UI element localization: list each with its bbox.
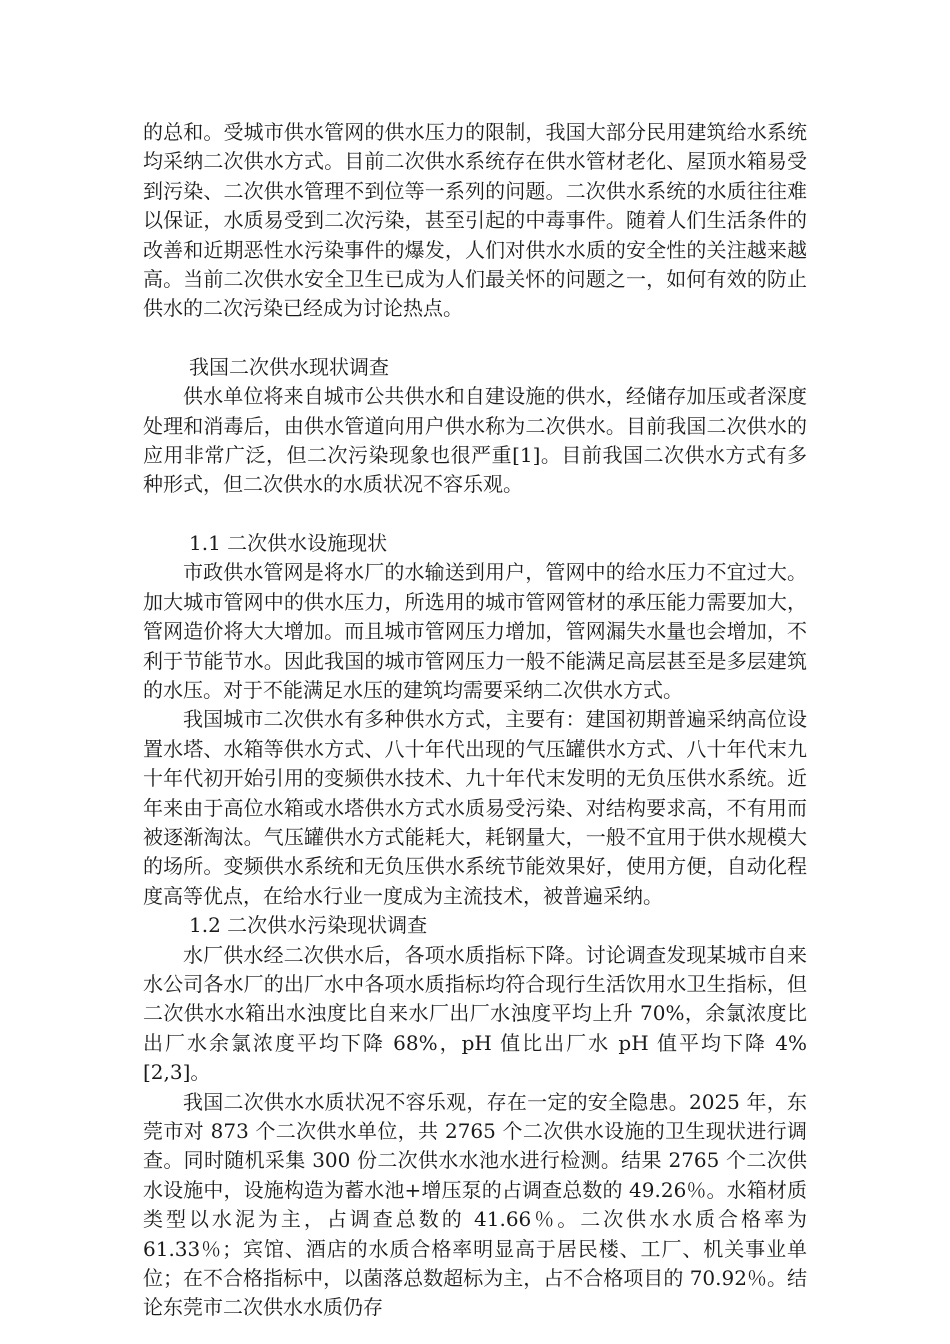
paragraph-quality-decline: 水厂供水经二次供水后，各项水质指标下降。讨论调查发现某城市自来水公司各水厂的出厂水中各项水质指标均符合现行生活饮用水卫生指标，但二次供水水箱出水浊度比自来水厂出厂水浊度平均上升 70%，余氯浓度比出厂水余氯浓度平均下降 68%，pH 值比出厂水 pH 值平均下降 4%[2,3]。 xyxy=(143,942,807,1085)
section-heading-1-1: 1.1 二次供水设施现状 xyxy=(189,530,388,555)
document-body xyxy=(143,118,807,1323)
section-heading-1-2: 1.2 二次供水污染现状调查 xyxy=(189,913,428,938)
paragraph-supply-methods: 我国城市二次供水有多种供水方式，主要有：建国初期普遍采纳高位设置水塔、水箱等供水方式、八十年代出现的气压罐供水方式、八十年代末九十年代初开始引用的变频供水技术、九十年代末发明的无负压供水系统。近年来由于高位水箱或水塔供水方式水质易受污染、对结构要求高，不有用而被逐渐淘汰。气压罐供水方式能耗大，耗钢量大，一般不宜用于供水规模大的场所。变频供水系统和无负压供水系统节能效果好，使用方便，自动化程度高等优点，在给水行业一度成为主流技术，被普遍采纳。 xyxy=(143,707,807,908)
section-heading-survey: 我国二次供水现状调查 xyxy=(189,354,389,379)
paragraph-intro-continued: 的总和。受城市供水管网的供水压力的限制，我国大部分民用建筑给水系统均采纳二次供水方式。目前二次供水系统存在供水管材老化、屋顶水箱易受到污染、二次供水管理不到位等一系列的问题。二次供水系统的水质往往难以保证，水质易受到二次污染，甚至引起的中毒事件。随着人们生活条件的改善和近期恶性水污染事件的爆发，人们对供水水质的安全性的关注越来越高。当前二次供水安全卫生已成为人们最关怀的问题之一，如何有效的防止供水的二次污染已经成为讨论热点。 xyxy=(143,120,807,321)
paragraph-dongguan-survey: 我国二次供水水质状况不容乐观，存在一定的安全隐患。2025 年，东莞市对 873 个二次供水单位，共 2765 个二次供水设施的卫生现状进行调查。同时随机采集 300 份二次供水水池水进行检测。结果 2765 个二次供水设施中，设施构造为蓄水池+增压泵的占调查总数的 49.26％。水箱材质类型以水泥为主，占调查总数的 41.66％。二次供水水质合格率为 61.33％；宾馆、酒店的水质合格率明显高于居民楼、工厂、机关事业单位；在不合格指标中，以菌落总数超标为主，占不合格项目的 70.92％。结论东莞市二次供水水质仍存 xyxy=(143,1089,807,1320)
paragraph-survey-definition: 供水单位将来自城市公共供水和自建设施的供水，经储存加压或者深度处理和消毒后，由供水管道向用户供水称为二次供水。目前我国二次供水的应用非常广泛，但二次污染现象也很严重[1]。目前我国二次供水方式有多种形式，但二次供水的水质状况不容乐观。 xyxy=(143,384,807,497)
paragraph-municipal-network: 市政供水管网是将水厂的水输送到用户，管网中的给水压力不宜过大。加大城市管网中的供水压力，所选用的城市管网管材的承压能力需要加大，管网造价将大大增加。而且城市管网压力增加，管网漏失水量也会增加，不利于节能节水。因此我国的城市管网压力一般不能满足高层甚至是多层建筑的水压。对于不能满足水压的建筑均需要采纳二次供水方式。 xyxy=(143,560,807,702)
